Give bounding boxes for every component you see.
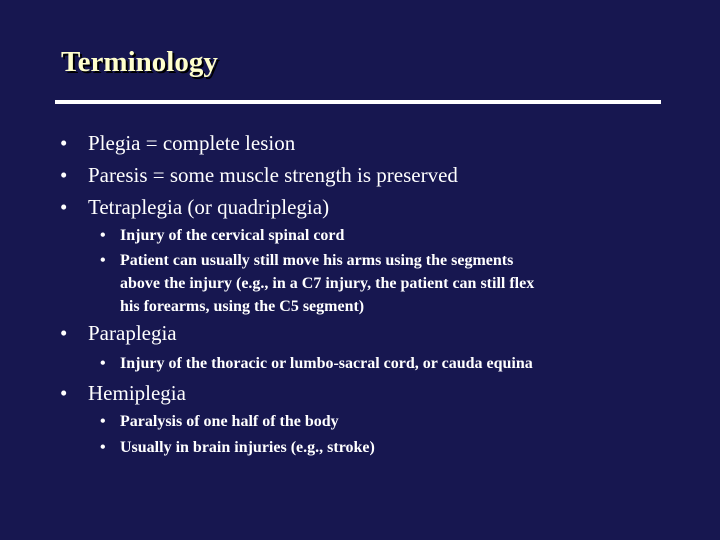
bullet-text: Paraplegia: [88, 321, 177, 345]
slide-title: Terminology: [61, 46, 218, 78]
bullet-text: Injury of the thoracic or lumbo-sacral cord, or cauda equina: [120, 355, 533, 372]
bullet-marker: •: [60, 163, 68, 187]
bullet-text: [120, 249, 650, 318]
bullet-marker: •: [60, 321, 68, 345]
bullet-text: Tetraplegia (or quadriplegia): [88, 195, 330, 219]
bullet-marker: •: [100, 355, 106, 372]
title-underline: [55, 100, 661, 104]
bullet-text: Injury of the cervical spinal cord: [120, 227, 345, 244]
bullet-marker: •: [60, 195, 68, 219]
bullet-marker: •: [100, 439, 106, 456]
bullet-text: Hemiplegia: [88, 381, 186, 405]
bullet-text: Paralysis of one half of the body: [120, 413, 339, 430]
bullet-marker: •: [100, 227, 106, 244]
bullet-text-line: Patient can usually still move his arms using the segments: [120, 252, 514, 269]
bullet-text: Plegia = complete lesion: [88, 131, 296, 155]
bullet-marker: •: [60, 381, 68, 405]
bullet-marker: •: [100, 413, 106, 430]
bullet-text-line: his forearms, using the C5 segment): [120, 298, 365, 315]
bullet-text: Paresis = some muscle strength is preserved: [88, 163, 458, 187]
bullet-text: Usually in brain injuries (e.g., stroke): [120, 439, 375, 456]
bullet-text-line: above the injury (e.g., in a C7 injury, the patient can still flex: [120, 275, 535, 292]
bullet-marker: •: [100, 252, 106, 269]
bullet-marker: •: [60, 131, 68, 155]
